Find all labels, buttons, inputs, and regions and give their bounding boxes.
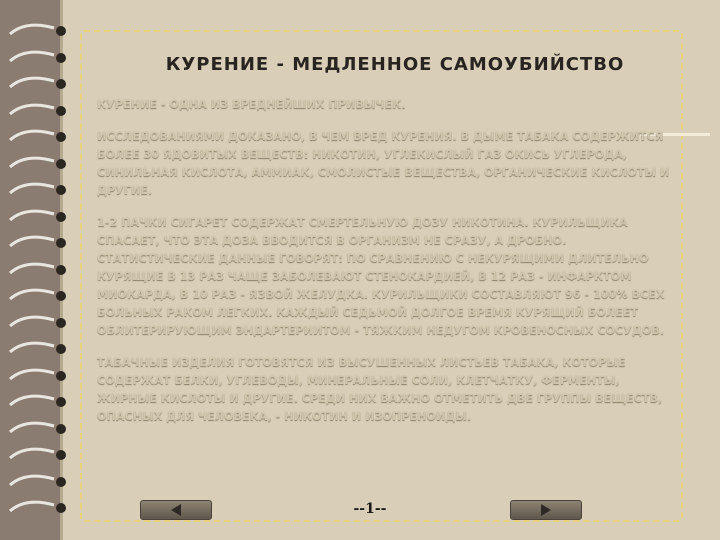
arrow-left-icon [171,504,181,516]
spiral-ring [6,261,78,279]
spiral-ring [6,22,78,40]
spiral-ring [6,208,78,226]
spiral-ring [6,393,78,411]
spiral-ring [6,49,78,67]
spiral-ring [6,473,78,491]
spiral-ring [6,181,78,199]
spiral-ring [6,499,78,517]
spiral-ring [6,446,78,464]
next-button[interactable] [510,500,582,520]
paragraph-1: КУРЕНИЕ - ОДНА ИЗ ВРЕДНЕЙШИХ ПРИВЫЧЕК. [97,98,406,111]
paragraph-3: 1-2 ПАЧКИ СИГАРЕТ СОДЕРЖАТ СМЕРТЕЛЬНУЮ ДОЗУ НИКОТИНА. КУРИЛЬЩИКА СПАСАЕТ, ЧТО ЭТА ДОЗА ВВОДИТСЯ В ОРГАНИЗМ НЕ СРАЗУ, А ДРОБНО. СТАТИСТИЧЕСКИЕ ДАННЫЕ ГОВОРЯТ: ПО СРАВНЕНИЮ С НЕКУРЯЩИМИ ДЛИТЕЛЬНО КУРЯЩИЕ В 13 РАЗ ЧАЩЕ ЗАБОЛЕВАЮТ СТЕНОКАРДИЕЙ, В 12 РАЗ - ИНФАРКТОМ МИОКАРДА, В 10 РАЗ - ЯЗВОЙ ЖЕЛУДКА. КУРИЛЬЩИКИ СОСТАВЛЯЮТ 96 - 100% ВСЕХ БОЛЬНЫХ РАКОМ ЛЕГКИХ. КАЖДЫЙ СЕДЬМОЙ ДОЛГОЕ ВРЕМЯ КУРЯЩИЙ БОЛЕЕТ ОБЛИТЕРИРУЮЩИМ ЭНДАРТЕРИИТОМ - ТЯЖКИМ НЕДУГОМ КРОВЕНОСНЫХ СОСУДОВ. [97,216,665,337]
spiral-ring [6,420,78,438]
spiral-binding [0,0,80,540]
paragraph-2: ИССЛЕДОВАНИЯМИ ДОКАЗАНО, В ЧЕМ ВРЕД КУРЕНИЯ. В ДЫМЕ ТАБАКА СОДЕРЖИТСЯ БОЛЕЕ 30 ЯДОВИТЫХ ВЕЩЕСТВ: НИКОТИН, УГЛЕКИСЛЫЙ ГАЗ ОКИСЬ УГЛЕРОДА, СИНИЛЬНАЯ КИСЛОТА, АММИАК, СМОЛИСТЫЕ ВЕЩЕСТВА, ОРГАНИЧЕСКИЕ КИСЛОТЫ И ДРУГИЕ. [97,130,670,197]
spiral-ring [6,367,78,385]
spiral-ring [6,75,78,93]
spiral-ring [6,287,78,305]
spiral-ring [6,314,78,332]
spiral-ring [6,234,78,252]
spiral-ring [6,340,78,358]
slide-body [97,96,677,440]
page-number: --1-- [353,501,387,517]
slide-title: КУРЕНИЕ - МЕДЛЕННОЕ САМОУБИЙСТВО [165,54,625,75]
arrow-right-icon [541,504,551,516]
paragraph-4: ТАБАЧНЫЕ ИЗДЕЛИЯ ГОТОВЯТСЯ ИЗ ВЫСУШЕННЫХ ЛИСТЬЕВ ТАБАКА, КОТОРЫЕ СОДЕРЖАТ БЕЛКИ, УГЛЕВОДЫ, МИНЕРАЛЬНЫЕ СОЛИ, КЛЕТЧАТКУ, ФЕРМЕНТЫ, ЖИРНЫЕ КИСЛОТЫ И ДРУГИЕ. СРЕДИ НИХ ВАЖНО ОТМЕТИТЬ ДВЕ ГРУППЫ ВЕЩЕСТВ, ОПАСНЫХ ДЛЯ ЧЕЛОВЕКА, - НИКОТИН И ИЗОПРЕНОИДЫ. [97,356,663,423]
spiral-ring [6,155,78,173]
prev-button[interactable] [140,500,212,520]
spiral-ring [6,102,78,120]
spiral-ring [6,128,78,146]
